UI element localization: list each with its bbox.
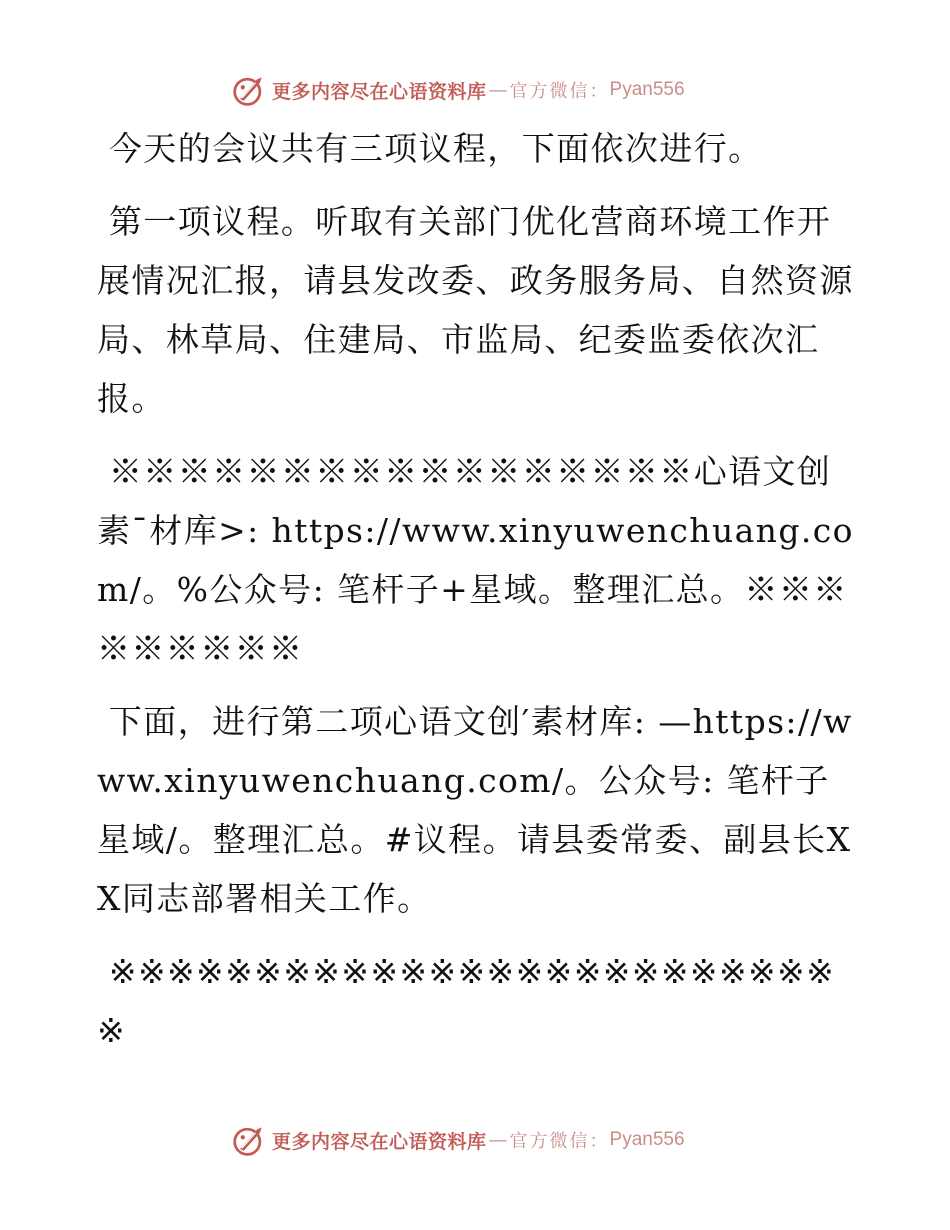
header-separator: — (488, 79, 508, 101)
footer-banner (232, 1122, 685, 1158)
footer-official-label: 官方微信： (509, 1131, 610, 1152)
paragraph-agenda-item-one: 第一项议程。听取有关部门优化营商环境工作开展情况汇报，请县发改委、政务服务局、自然资源局、林草局、住建局、市监局、纪委监委依次汇报。 (97, 202, 854, 418)
footer-wechat-id: Pyan556 (609, 1129, 685, 1150)
header-wechat-id: Pyan556 (609, 79, 685, 100)
footer-promo-text: 更多内容尽在心语资料库 (272, 1130, 487, 1153)
quill-pen-logo-icon (232, 72, 268, 108)
document-body (97, 119, 857, 1060)
paragraph-agenda-intro: 今天的会议共有三项议程，下面依次进行。 (97, 129, 763, 168)
header-banner (232, 72, 685, 108)
footer-separator: — (488, 1129, 508, 1151)
header-promo-text: 更多内容尽在心语资料库 (272, 80, 487, 103)
paragraph-separator-marks: ※※※※※※※※※※※※※※※※※※※※※※※※※※ (97, 952, 836, 1050)
paragraph-agenda-item-two: 下面，进行第二项心语文创′素材库: —https://www.xinyuwenchuang.com/。公众号: 笔杆子星域/。整理汇总。#议程。请县委常委、副县长XX同志部署相关工作。 (97, 702, 853, 918)
quill-pen-logo-icon (232, 1122, 268, 1158)
header-official-label: 官方微信： (509, 81, 610, 102)
paragraph-watermark-one: ※※※※※※※※※※※※※※※※※心语文创素¯材库>: https://www.xinyuwenchuang.com/。%公众号: 笔杆子+星域。整理汇总。※※※※※※※※※ (97, 452, 854, 668)
